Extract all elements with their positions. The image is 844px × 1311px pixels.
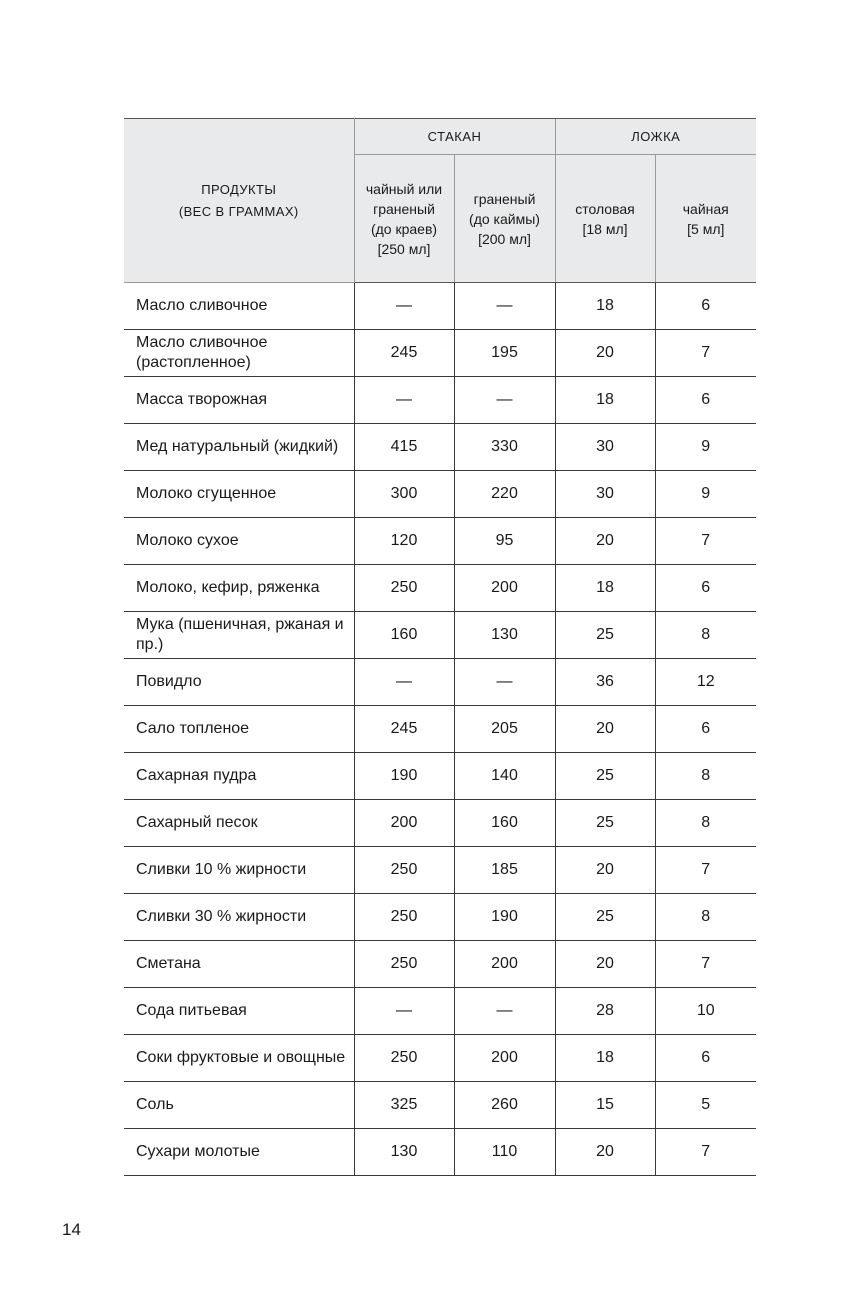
tablespoon-cell: 20 xyxy=(555,706,655,753)
product-name-cell: Сметана xyxy=(124,941,354,988)
teaspoon-cell: 7 xyxy=(655,330,756,377)
teaspoon-cell: 5 xyxy=(655,1082,756,1129)
teaspoon-cell: 7 xyxy=(655,847,756,894)
measures-table-container xyxy=(124,118,756,1176)
table-row xyxy=(124,612,756,659)
glass-250-cell: — xyxy=(354,377,454,424)
tablespoon-cell: 36 xyxy=(555,659,655,706)
product-name-cell: Молоко сухое xyxy=(124,518,354,565)
glass-250-cell: 190 xyxy=(354,753,454,800)
tablespoon-cell: 20 xyxy=(555,1129,655,1176)
product-name-cell: Сухари молотые xyxy=(124,1129,354,1176)
glass-200-cell: 140 xyxy=(454,753,555,800)
glass-200-cell: 205 xyxy=(454,706,555,753)
glass-250-cell: 300 xyxy=(354,471,454,518)
teaspoon-cell: 6 xyxy=(655,283,756,330)
products-header-title: ПРОДУКТЫ xyxy=(201,181,277,197)
table-row xyxy=(124,1035,756,1082)
product-name-cell: Масло сливочное xyxy=(124,283,354,330)
teaspoon-cell: 8 xyxy=(655,894,756,941)
table-row xyxy=(124,800,756,847)
product-name-cell: Масса творожная xyxy=(124,377,354,424)
glass-250-cell: 120 xyxy=(354,518,454,565)
table-row xyxy=(124,1082,756,1129)
glass-200-cell: 220 xyxy=(454,471,555,518)
glass-250-cell: 250 xyxy=(354,847,454,894)
teaspoon-cell: 6 xyxy=(655,565,756,612)
table-header xyxy=(124,119,756,283)
tablespoon-cell: 20 xyxy=(555,518,655,565)
glass-200-cell: 110 xyxy=(454,1129,555,1176)
teaspoon-cell: 7 xyxy=(655,518,756,565)
tablespoon-cell: 28 xyxy=(555,988,655,1035)
table-row xyxy=(124,565,756,612)
product-name-cell: Сахарный песок xyxy=(124,800,354,847)
spoon-group-header: ЛОЖКА xyxy=(555,119,756,155)
teaspoon-cell: 6 xyxy=(655,706,756,753)
product-name-cell: Сливки 10 % жирности xyxy=(124,847,354,894)
glass-250-cell: — xyxy=(354,659,454,706)
product-name-cell: Соль xyxy=(124,1082,354,1129)
tablespoon-cell: 25 xyxy=(555,800,655,847)
teaspoon-cell: 8 xyxy=(655,753,756,800)
teaspoon-cell: 6 xyxy=(655,377,756,424)
table-row xyxy=(124,941,756,988)
glass-200-cell: 95 xyxy=(454,518,555,565)
product-name-cell: Соки фруктовые и овощные xyxy=(124,1035,354,1082)
table-row xyxy=(124,847,756,894)
glass-200-cell: 195 xyxy=(454,330,555,377)
glass-200-cell: 200 xyxy=(454,941,555,988)
table-row xyxy=(124,424,756,471)
product-name-cell: Молоко сгущенное xyxy=(124,471,354,518)
glass-200-cell: 260 xyxy=(454,1082,555,1129)
table-row xyxy=(124,330,756,377)
product-name-cell: Сливки 30 % жирности xyxy=(124,894,354,941)
product-name-cell: Молоко, кефир, ряженка xyxy=(124,565,354,612)
glass-200-cell: 160 xyxy=(454,800,555,847)
glass-250-cell: 325 xyxy=(354,1082,454,1129)
glass-250-cell: 130 xyxy=(354,1129,454,1176)
teaspoon-cell: 6 xyxy=(655,1035,756,1082)
table-row xyxy=(124,894,756,941)
product-name-cell: Масло сливочное (растопленное) xyxy=(124,330,354,377)
tablespoon-cell: 18 xyxy=(555,1035,655,1082)
glass-200-cell: 190 xyxy=(454,894,555,941)
tablespoon-cell: 30 xyxy=(555,424,655,471)
teaspoon-cell: 10 xyxy=(655,988,756,1035)
table-row xyxy=(124,1129,756,1176)
table-row xyxy=(124,283,756,330)
glass-250-cell: 250 xyxy=(354,565,454,612)
glass-250-cell: 250 xyxy=(354,894,454,941)
table-body xyxy=(124,283,756,1176)
glass-200-header: граненый (до каймы) [200 мл] xyxy=(454,155,555,283)
glass-250-cell: 250 xyxy=(354,941,454,988)
tablespoon-cell: 25 xyxy=(555,894,655,941)
products-header-subtitle: (ВЕС В ГРАММАХ) xyxy=(178,203,299,219)
tablespoon-cell: 18 xyxy=(555,283,655,330)
product-name-cell: Мед натуральный (жидкий) xyxy=(124,424,354,471)
product-name-cell: Сахарная пудра xyxy=(124,753,354,800)
glass-200-cell: 200 xyxy=(454,565,555,612)
table-row xyxy=(124,471,756,518)
table-row xyxy=(124,659,756,706)
glass-200-cell: 200 xyxy=(454,1035,555,1082)
teaspoon-cell: 7 xyxy=(655,941,756,988)
glass-250-cell: — xyxy=(354,988,454,1035)
glass-250-cell: — xyxy=(354,283,454,330)
tablespoon-header: столовая [18 мл] xyxy=(555,155,655,283)
glass-group-header: СТАКАН xyxy=(354,119,555,155)
page-number: 14 xyxy=(62,1220,81,1239)
teaspoon-cell: 9 xyxy=(655,471,756,518)
glass-200-cell: 330 xyxy=(454,424,555,471)
tablespoon-cell: 25 xyxy=(555,612,655,659)
glass-200-cell: 185 xyxy=(454,847,555,894)
glass-200-cell: — xyxy=(454,283,555,330)
glass-250-cell: 160 xyxy=(354,612,454,659)
tablespoon-cell: 20 xyxy=(555,847,655,894)
table-row xyxy=(124,706,756,753)
product-name-cell: Сода питьевая xyxy=(124,988,354,1035)
product-name-cell: Сало топленое xyxy=(124,706,354,753)
glass-200-cell: — xyxy=(454,988,555,1035)
measures-table xyxy=(124,118,756,1176)
glass-200-cell: — xyxy=(454,659,555,706)
tablespoon-cell: 30 xyxy=(555,471,655,518)
teaspoon-header: чайная [5 мл] xyxy=(655,155,756,283)
glass-250-cell: 415 xyxy=(354,424,454,471)
product-name-cell: Мука (пшеничная, ржаная и пр.) xyxy=(124,612,354,659)
products-column-header xyxy=(124,119,354,283)
tablespoon-cell: 25 xyxy=(555,753,655,800)
teaspoon-cell: 7 xyxy=(655,1129,756,1176)
product-name-cell: Повидло xyxy=(124,659,354,706)
tablespoon-cell: 20 xyxy=(555,941,655,988)
glass-250-cell: 245 xyxy=(354,330,454,377)
teaspoon-cell: 12 xyxy=(655,659,756,706)
table-row xyxy=(124,988,756,1035)
glass-250-cell: 250 xyxy=(354,1035,454,1082)
tablespoon-cell: 20 xyxy=(555,330,655,377)
glass-250-cell: 200 xyxy=(354,800,454,847)
teaspoon-cell: 8 xyxy=(655,800,756,847)
table-row xyxy=(124,753,756,800)
glass-200-cell: 130 xyxy=(454,612,555,659)
table-row xyxy=(124,518,756,565)
glass-200-cell: — xyxy=(454,377,555,424)
tablespoon-cell: 18 xyxy=(555,377,655,424)
glass-250-header: чайный или граненый (до краев) [250 мл] xyxy=(354,155,454,283)
tablespoon-cell: 15 xyxy=(555,1082,655,1129)
teaspoon-cell: 9 xyxy=(655,424,756,471)
glass-250-cell: 245 xyxy=(354,706,454,753)
tablespoon-cell: 18 xyxy=(555,565,655,612)
table-row xyxy=(124,377,756,424)
teaspoon-cell: 8 xyxy=(655,612,756,659)
